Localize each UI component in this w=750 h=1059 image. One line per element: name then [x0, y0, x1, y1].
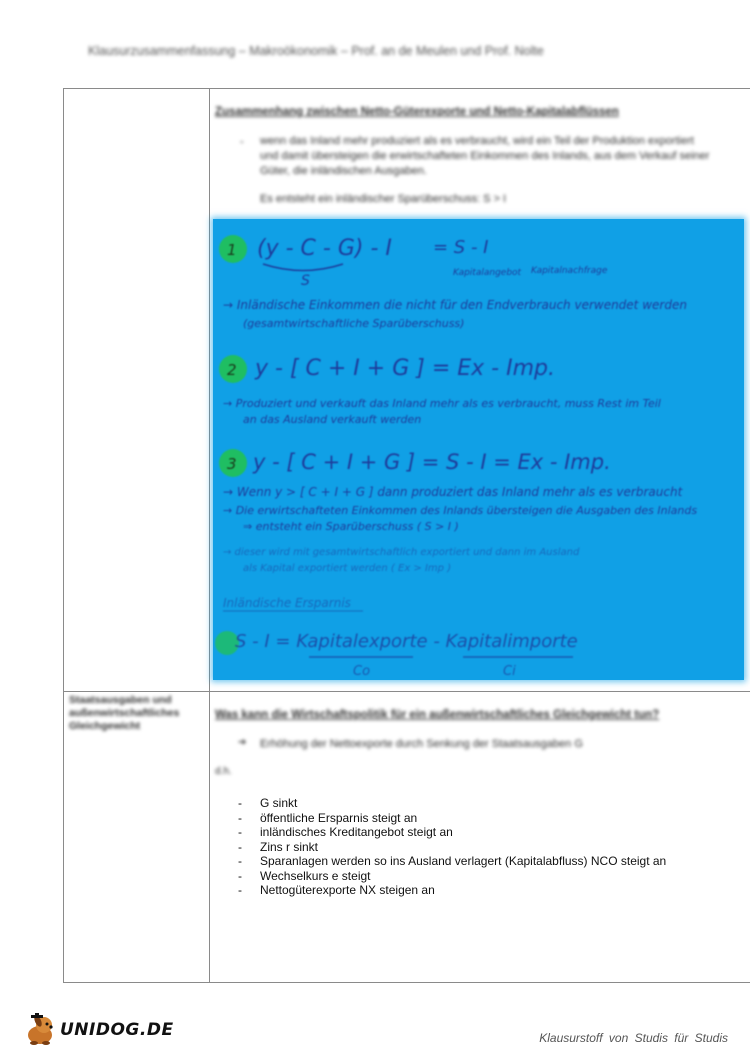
marker-1-label: 1 [227, 241, 237, 259]
list-item: - öffentliche Ersparnis steigt an [238, 810, 418, 825]
list-item: - Wechselkurs e steigt [238, 868, 371, 883]
hw-note4-line1: → dieser wird mit gesamtwirtschaftlich exportiert und dann im Ausland [223, 547, 580, 558]
hw-eq1-rhs: = S - I [433, 237, 489, 258]
hw-note3-line3: ⇒ entsteht ein Sparüberschuss ( S > I ) [243, 520, 459, 533]
list-item: - Sparanlagen werden so ins Ausland verlagert (Kapitalabfluss) NCO steigt an [238, 854, 667, 868]
hw-eq2: y - [ C + I + G ] = Ex - Imp. [255, 356, 555, 381]
table-left-border [63, 88, 64, 983]
hw-note3-line1: → Wenn y > [ C + I + G ] dann produziert das Inland mehr als es verbraucht [223, 485, 683, 499]
table-bottom-border [63, 982, 750, 983]
hw-eq3: y - [ C + I + G ] = S - I = Ex - Imp. [253, 450, 611, 474]
table-top-border [63, 88, 750, 89]
unidog-logo[interactable] [22, 1013, 174, 1047]
list-item: - Zins r sinkt [238, 839, 319, 854]
list-item: - Nettogüterexporte NX steigen an [238, 883, 435, 897]
marker-3-label: 3 [227, 455, 237, 473]
footer-tagline: Klausurstoff von Studis für Studis [539, 1031, 728, 1045]
hw-brace [263, 264, 343, 271]
row-label-staatsausgaben: Staatsausgaben und außenwirtschaftliches Gleichgewicht [69, 694, 180, 732]
section1-bullet-dash: - [240, 136, 244, 148]
section2-title: Was kann die Wirtschaftspolitik für ein außenwirtschaftliches Gleichgewicht tun? [215, 709, 660, 721]
hw-note3-line2: → Die erwirtschafteten Einkommen des Inlands übersteigen die Ausgaben des Inlands [223, 504, 698, 517]
table-column-divider [209, 88, 210, 983]
hw-eq4-sub1: Co [353, 664, 371, 679]
hw-eq4: S - I = Kapitalexporte - Kapitalimporte [235, 631, 578, 652]
hw-heading: Inländische Ersparnis [223, 596, 351, 610]
section1-formula: Es entsteht ein inländischer Sparüberschuss: S > I [260, 193, 507, 205]
hw-note-kapitalangebot: Kapitalangebot [453, 268, 522, 278]
handwritten-notes-block [213, 219, 744, 680]
section2-bullet: Erhöhung der Nettoexporte durch Senkung der Staatsausgaben G [260, 738, 583, 750]
hw-eq4-sub2: Ci [503, 664, 516, 679]
page-header: Klausurzusammenfassung – Makroökonomik – Prof. an de Meulen und Prof. Nolte [88, 44, 544, 58]
section2-dh: d.h. [215, 766, 232, 777]
hw-note1-line1: → Inländische Einkommen die nicht für den Endverbrauch verwendet werden [223, 298, 687, 312]
hw-note4-line2: als Kapital exportiert werden ( Ex > Imp ) [243, 563, 452, 574]
consequence-list [238, 796, 666, 898]
list-item: - G sinkt [238, 796, 298, 810]
dog-icon [22, 1013, 58, 1047]
marker-2-label: 2 [227, 361, 237, 379]
hw-eq1: (y - C - G) - I [257, 236, 392, 261]
logo-text: UNIDOG.DE [60, 1020, 174, 1040]
hw-note-kapitalnachfrage: Kapitalnachfrage [531, 266, 608, 276]
hw-note2-line1: → Produziert und verkauft das Inland mehr als es verbraucht, muss Rest im Teil [223, 397, 661, 410]
section1-bullet: wenn das Inland mehr produziert als es verbraucht, wird ein Teil der Produktion exportiert und damit übersteigen die erwirtschafteten Einkommen des Inlands, aus dem Verkauf seiner Güter, die inländischen Ausgaben. [260, 135, 710, 177]
arrow-right-icon: ➔ [238, 737, 247, 748]
list-item: - inländisches Kreditangebot steigt an [238, 825, 453, 839]
hw-eq1-s: S [301, 273, 310, 289]
table-row-divider [63, 691, 750, 692]
section1-title: Zusammenhang zwischen Netto-Güterexporte und Netto-Kapitalabflüssen [215, 106, 619, 118]
hw-note1-line2: (gesamtwirtschaftliche Sparüberschuss) [243, 317, 465, 330]
handwritten-notes [213, 219, 744, 680]
hw-note2-line2: an das Ausland verkauft werden [243, 413, 422, 426]
